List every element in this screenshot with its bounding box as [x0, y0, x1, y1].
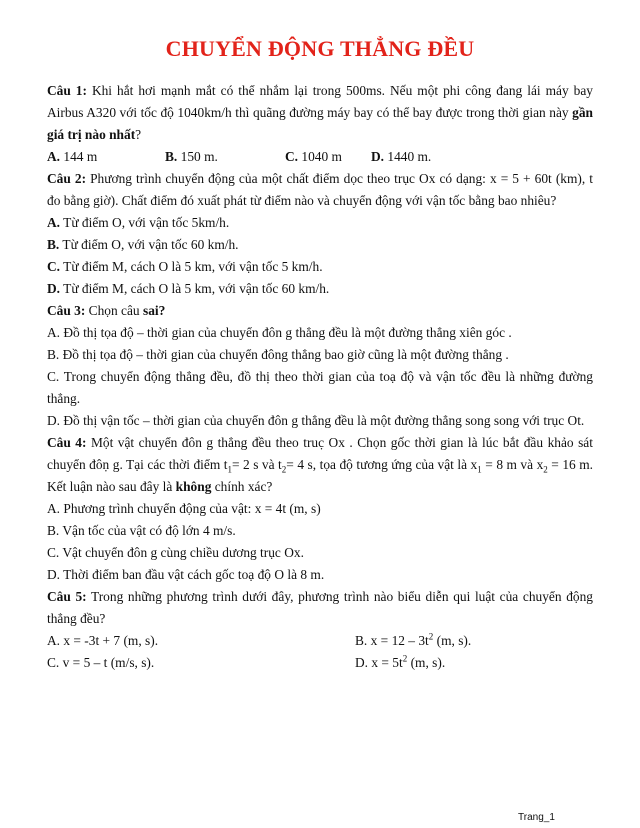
q3-option-d: D. Đồ thị vận tốc – thời gian của chuyển đôn g thẳng đều là một đường thẳng song song với trục Ot. [47, 413, 585, 428]
question-4: Câu 4: Một vật chuyển đôn g thẳng đều theo truc̣ Ox . Chọn gốc thời gian là lúc bắt đầu khảo sát chuyển đôṇ g. Tại các thời điểm $t_1= 2$ s và $t_2= 4$ s, tọa độ tương ứng của vật là $x_1 = 8$ m và $x_2 = 16$ m. Kết luận nào sau đây là không chính xác? [47, 435, 593, 494]
question-1-label: Câu 1: [47, 83, 87, 98]
q5-option-a: A. x = -3t + 7 (m, s). [47, 633, 159, 648]
q3-option-c: C. Trong chuyển động thẳng đều, đồ thị theo thời gian của toạ độ và vận tốc đều là những đường thẳng. [47, 369, 593, 406]
question-2 [47, 168, 593, 212]
question-4-emphasis: không [175, 479, 212, 494]
q2-option-c: C. Từ điểm M, cách O là 5 km, với vận tốc 5 km/h. [47, 259, 323, 274]
question-1: Câu 1: Khi hắt hơi mạnh mắt có thể nhắm lại trong 500ms. Nếu một phi công đang lái máy bay Airbus A320 với tốc độ 1040km/h thì quãng đường máy bay có thể bay được trong thời gian này gần giá trị nào nhất? [47, 83, 593, 142]
q5-option-b: B. $x = 12 - 3t^2$ (m, s). [355, 631, 472, 648]
q1-option-a: A. 144 m [47, 149, 98, 164]
q4-option-b: B. Vận tốc của vật có độ lớn 4 m/s. [47, 523, 236, 538]
question-1-text: Khi hắt hơi mạnh mắt có thể nhắm lại trong 500ms. Nếu một phi công đang lái máy bay Airbus A320 với tốc độ 1040km/h thì quãng đường máy bay có thể bay được trong thời gian này [47, 83, 593, 120]
question-5: Câu 5: Trong những phương trình dưới đây, phương trình nào biểu diễn qui luật của chuyển động thẳng đều? [47, 589, 593, 626]
q5-options-row-2 [47, 652, 593, 674]
q3-option-b: B. Đồ thị tọa độ – thời gian của chuyển đông thẳng bao giờ cũng là một đường thẳng . [47, 347, 509, 362]
page-footer: Trang_1 [518, 812, 555, 823]
q2-option-a: A. Từ điểm O, với vận tốc 5km/h. [47, 215, 230, 230]
question-3-label: Câu 3: [47, 303, 86, 318]
q4-option-c: C. Vật chuyển đôn g cùng chiều dương trục Ox. [47, 545, 304, 560]
q4-option-a: A. Phương trình chuyển động của vật: x = 4t (m, s) [47, 501, 321, 516]
q1-option-b: B. 150 m. [165, 149, 218, 164]
q2-option-b: B. Từ điểm O, với vận tốc 60 km/h. [47, 237, 239, 252]
q5-option-d: D. $x = 5t^2$ (m, s). [355, 653, 446, 670]
q1-option-d: D. 1440 m. [371, 149, 432, 164]
q5-option-c: C. v = 5 – t (m/s, s). [47, 655, 155, 670]
q5-options-row-1 [47, 630, 593, 652]
question-1-options [47, 146, 593, 168]
q4-option-d: D. Thời điểm ban đầu vật cách gốc toạ độ O là 8 m. [47, 567, 325, 582]
question-3: Câu 3: Chọn câu sai? [47, 303, 166, 318]
page-title: CHUYỂN ĐỘNG THẲNG ĐỀU [165, 36, 475, 61]
q3-option-a: A. Đồ thị tọa độ – thời gian của chuyển đôn g thẳng đều là một đường thẳng xiên góc . [47, 325, 512, 340]
question-list [47, 80, 593, 674]
q2-option-d: D. Từ điểm M, cách O là 5 km, với vận tốc 60 km/h. [47, 281, 330, 296]
question-2-label: Câu 2: [47, 171, 87, 186]
question-2-text: Phương trình chuyển động của một chất điểm dọc theo trục Ox có dạng: x = 5 + 60t (km), t đo bằng giờ). Chất điểm đó xuất phát từ điểm nào và chuyển động với vận tốc bằng bao nhiêu? [47, 171, 593, 208]
q1-option-c: C. 1040 m [285, 149, 342, 164]
question-3-emphasis: sai? [142, 303, 166, 318]
question-4-label: Câu 4: [47, 435, 87, 450]
question-1-emphasis: gần giá trị nào nhất [47, 105, 593, 142]
question-5-label: Câu 5: [47, 589, 87, 604]
